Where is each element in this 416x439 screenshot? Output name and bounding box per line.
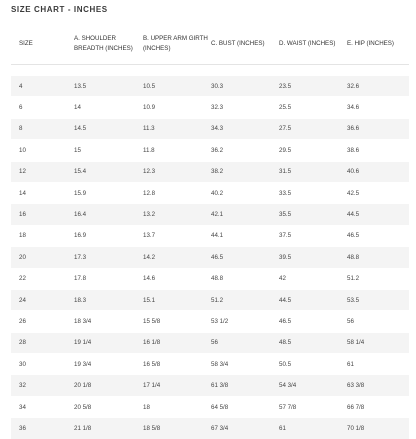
table-body xyxy=(11,75,409,439)
cell-size: 18 xyxy=(19,232,26,240)
cell-upper-arm-girth: 14.2 xyxy=(143,253,156,261)
cell-size: 10 xyxy=(19,146,26,154)
cell-bust: 48.8 xyxy=(211,275,224,283)
table-row xyxy=(11,139,409,160)
page-title: SIZE CHART - INCHES xyxy=(11,5,108,14)
size-chart-table xyxy=(11,23,409,439)
cell-upper-arm-girth: 18 5/8 xyxy=(143,424,161,432)
cell-upper-arm-girth: 11.8 xyxy=(143,146,155,154)
cell-upper-arm-girth: 13.7 xyxy=(143,232,156,240)
cell-hip: 42.5 xyxy=(347,189,360,197)
cell-bust: 56 xyxy=(211,339,218,347)
cell-bust: 44.1 xyxy=(211,232,224,240)
cell-size: 28 xyxy=(19,339,26,347)
cell-shoulder-breadth: 20 1/8 xyxy=(74,382,92,390)
cell-shoulder-breadth: 20 5/8 xyxy=(74,403,92,411)
cell-size: 32 xyxy=(19,382,26,390)
cell-bust: 46.5 xyxy=(211,253,224,261)
header-hip: E. HIP (INCHES) xyxy=(347,39,394,47)
cell-size: 16 xyxy=(19,211,26,219)
table-row xyxy=(11,203,409,224)
cell-hip: 70 1/8 xyxy=(347,424,365,432)
table-row xyxy=(11,75,409,96)
cell-shoulder-breadth: 15.9 xyxy=(74,189,87,197)
table-row xyxy=(11,268,409,289)
cell-bust: 42.1 xyxy=(211,211,224,219)
cell-waist: 46.5 xyxy=(279,317,292,325)
cell-waist: 29.5 xyxy=(279,146,292,154)
cell-hip: 46.5 xyxy=(347,232,360,240)
table-row xyxy=(11,417,409,438)
cell-upper-arm-girth: 16 5/8 xyxy=(143,360,161,368)
cell-upper-arm-girth: 17 1/4 xyxy=(143,382,161,390)
cell-shoulder-breadth: 14.5 xyxy=(74,125,87,133)
cell-shoulder-breadth: 21 1/8 xyxy=(74,424,92,432)
cell-size: 4 xyxy=(19,82,23,90)
cell-size: 34 xyxy=(19,403,26,411)
cell-hip: 48.8 xyxy=(347,253,360,261)
cell-bust: 64 5/8 xyxy=(211,403,229,411)
cell-hip: 34.6 xyxy=(347,104,360,112)
table-header xyxy=(11,23,409,65)
cell-size: 20 xyxy=(19,253,26,261)
header-shoulder-breadth: A. SHOULDER BREADTH (INCHES) xyxy=(74,35,133,52)
cell-waist: 44.5 xyxy=(279,296,292,304)
cell-upper-arm-girth: 15 5/8 xyxy=(143,317,161,325)
cell-waist: 23.5 xyxy=(279,82,292,90)
cell-bust: 67 3/4 xyxy=(211,424,229,432)
cell-waist: 37.5 xyxy=(279,232,292,240)
cell-hip: 32.6 xyxy=(347,82,360,90)
table-row xyxy=(11,225,409,246)
cell-upper-arm-girth: 11.3 xyxy=(143,125,155,133)
header-size: SIZE xyxy=(19,39,33,47)
cell-waist: 42 xyxy=(279,275,286,283)
cell-bust: 58 3/4 xyxy=(211,360,229,368)
cell-waist: 25.5 xyxy=(279,104,292,112)
cell-hip: 53.5 xyxy=(347,296,360,304)
cell-upper-arm-girth: 10.9 xyxy=(143,104,156,112)
cell-shoulder-breadth: 18.3 xyxy=(74,296,87,304)
table-row xyxy=(11,396,409,417)
header-upper-arm-girth: B. UPPER ARM GIRTH (INCHES) xyxy=(143,35,208,52)
table-row xyxy=(11,161,409,182)
cell-waist: 48.5 xyxy=(279,339,292,347)
cell-waist: 39.5 xyxy=(279,253,292,261)
cell-bust: 51.2 xyxy=(211,296,224,304)
cell-size: 24 xyxy=(19,296,26,304)
table-row xyxy=(11,310,409,331)
cell-waist: 57 7/8 xyxy=(279,403,297,411)
cell-shoulder-breadth: 19 1/4 xyxy=(74,339,92,347)
cell-shoulder-breadth: 17.3 xyxy=(74,253,87,261)
cell-upper-arm-girth: 18 xyxy=(143,403,150,411)
cell-size: 30 xyxy=(19,360,26,368)
cell-hip: 38.6 xyxy=(347,146,360,154)
cell-size: 22 xyxy=(19,275,26,283)
cell-upper-arm-girth: 10.5 xyxy=(143,82,156,90)
cell-hip: 56 xyxy=(347,317,354,325)
cell-upper-arm-girth: 12.8 xyxy=(143,189,156,197)
cell-shoulder-breadth: 18 3/4 xyxy=(74,317,92,325)
table-row xyxy=(11,374,409,395)
cell-waist: 27.5 xyxy=(279,125,292,133)
cell-waist: 61 xyxy=(279,424,286,432)
cell-waist: 35.5 xyxy=(279,211,292,219)
cell-shoulder-breadth: 17.8 xyxy=(74,275,87,283)
cell-hip: 51.2 xyxy=(347,275,360,283)
cell-shoulder-breadth: 19 3/4 xyxy=(74,360,92,368)
cell-bust: 36.2 xyxy=(211,146,224,154)
cell-shoulder-breadth: 16.9 xyxy=(74,232,87,240)
cell-bust: 61 3/8 xyxy=(211,382,229,390)
cell-size: 36 xyxy=(19,424,26,432)
cell-hip: 66 7/8 xyxy=(347,403,365,411)
cell-bust: 38.2 xyxy=(211,168,224,176)
cell-bust: 34.3 xyxy=(211,125,224,133)
table-row xyxy=(11,332,409,353)
cell-hip: 44.5 xyxy=(347,211,360,219)
cell-upper-arm-girth: 14.6 xyxy=(143,275,156,283)
cell-size: 8 xyxy=(19,125,23,133)
header-waist: D. WAIST (INCHES) xyxy=(279,39,336,47)
cell-upper-arm-girth: 12.3 xyxy=(143,168,156,176)
cell-upper-arm-girth: 15.1 xyxy=(143,296,156,304)
header-bust: C. BUST (INCHES) xyxy=(211,39,265,47)
table-row xyxy=(11,246,409,267)
cell-bust: 30.3 xyxy=(211,82,224,90)
cell-upper-arm-girth: 13.2 xyxy=(143,211,156,219)
cell-bust: 53 1/2 xyxy=(211,317,229,325)
cell-size: 12 xyxy=(19,168,26,176)
cell-upper-arm-girth: 16 1/8 xyxy=(143,339,161,347)
cell-size: 26 xyxy=(19,317,26,325)
cell-hip: 40.6 xyxy=(347,168,360,176)
cell-waist: 31.5 xyxy=(279,168,292,176)
table-row xyxy=(11,289,409,310)
cell-hip: 58 1/4 xyxy=(347,339,365,347)
cell-hip: 36.6 xyxy=(347,125,360,133)
cell-size: 14 xyxy=(19,189,26,197)
cell-hip: 61 xyxy=(347,360,354,368)
table-row xyxy=(11,182,409,203)
cell-shoulder-breadth: 15.4 xyxy=(74,168,87,176)
cell-size: 6 xyxy=(19,104,23,112)
cell-shoulder-breadth: 16.4 xyxy=(74,211,87,219)
cell-shoulder-breadth: 13.5 xyxy=(74,82,87,90)
cell-waist: 50.5 xyxy=(279,360,292,368)
header-spacer xyxy=(11,65,409,75)
cell-hip: 63 3/8 xyxy=(347,382,365,390)
cell-shoulder-breadth: 15 xyxy=(74,146,81,154)
cell-waist: 54 3/4 xyxy=(279,382,297,390)
cell-waist: 33.5 xyxy=(279,189,292,197)
table-row xyxy=(11,96,409,117)
cell-bust: 40.2 xyxy=(211,189,224,197)
cell-shoulder-breadth: 14 xyxy=(74,104,81,112)
table-row xyxy=(11,118,409,139)
cell-bust: 32.3 xyxy=(211,104,224,112)
table-row xyxy=(11,353,409,374)
